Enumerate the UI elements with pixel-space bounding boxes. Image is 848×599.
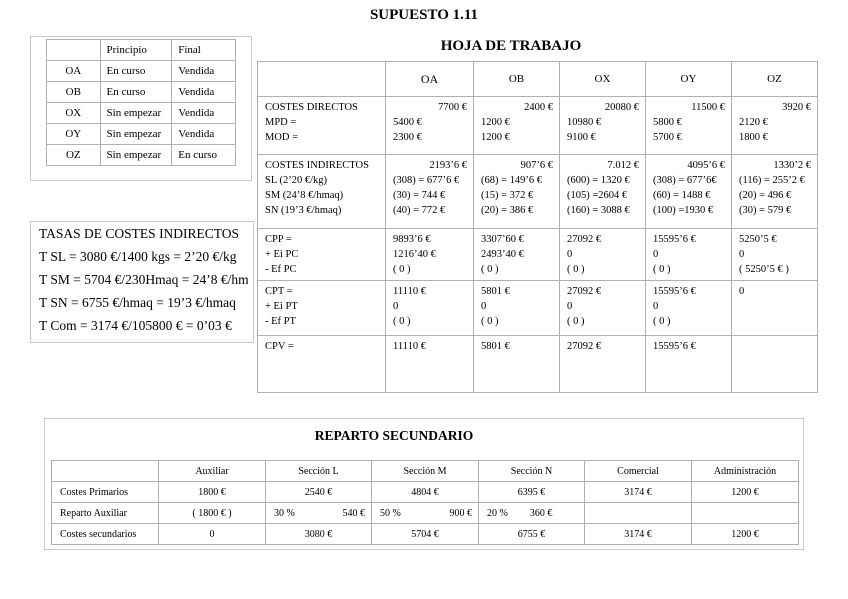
cpv-cell bbox=[732, 336, 818, 393]
reparto-cell: 3174 € bbox=[585, 482, 692, 503]
worksheet-header-row bbox=[258, 62, 818, 97]
cell-value: 0 bbox=[653, 249, 659, 260]
order-code: OZ bbox=[47, 145, 101, 166]
cell-value: 0 bbox=[481, 301, 487, 312]
reparto-cell: 5704 € bbox=[372, 524, 479, 545]
cpt-cell bbox=[386, 281, 474, 336]
cell-value: (20) = 496 € bbox=[739, 190, 792, 201]
cell-value: (116) = 255’2 € bbox=[739, 175, 805, 186]
cell-total: 7.012 € bbox=[607, 160, 639, 171]
primary-costs-row bbox=[52, 482, 799, 503]
reparto-split-cell bbox=[372, 503, 479, 524]
cell-value: 1800 € bbox=[739, 132, 768, 143]
reparto-split-cell bbox=[479, 503, 585, 524]
indirect-costs-cell bbox=[560, 155, 646, 229]
row-label: Costes Primarios bbox=[52, 482, 159, 503]
direct-costs-cell bbox=[474, 97, 560, 155]
row-label: MPD = bbox=[265, 117, 297, 128]
cell-value: 3307’60 € bbox=[481, 234, 524, 245]
row-label: SL (2’20 €/kg) bbox=[265, 175, 328, 186]
order-code: OB bbox=[47, 82, 101, 103]
status-header-cell bbox=[47, 40, 101, 61]
cpt-cell bbox=[474, 281, 560, 336]
indirect-costs-labels bbox=[258, 155, 386, 229]
cell-value: 0 bbox=[567, 249, 573, 260]
indirect-costs-row bbox=[258, 155, 818, 229]
allocation-percent: 20 % bbox=[487, 507, 508, 519]
cell-value: (68) = 149’6 € bbox=[481, 175, 543, 186]
status-row bbox=[47, 145, 236, 166]
status-row bbox=[47, 103, 236, 124]
order-start-status: En curso bbox=[100, 82, 172, 103]
cpt-cell bbox=[560, 281, 646, 336]
reparto-cell: ( 1800 € ) bbox=[159, 503, 266, 524]
cell-value: (100) =1930 € bbox=[653, 205, 714, 216]
cpv-cell: 5801 € bbox=[474, 336, 560, 393]
status-header-cell: Principio bbox=[100, 40, 172, 61]
cell-value: 2300 € bbox=[393, 132, 422, 143]
row-label: - Ef PT bbox=[265, 316, 296, 327]
direct-costs-cell bbox=[386, 97, 474, 155]
cell-value: 2493’40 € bbox=[481, 249, 524, 260]
row-label: + Ei PC bbox=[265, 249, 299, 260]
cpt-row bbox=[258, 281, 818, 336]
secondary-costs-row bbox=[52, 524, 799, 545]
cell-value: 5800 € bbox=[653, 117, 682, 128]
reparto-header-cell: Sección L bbox=[266, 461, 372, 482]
cell-value: 1200 € bbox=[481, 132, 510, 143]
row-label: - Ef PC bbox=[265, 264, 297, 275]
cell-value: 0 bbox=[567, 301, 573, 312]
page-title: SUPUESTO 1.11 bbox=[369, 7, 479, 23]
order-code: OA bbox=[47, 61, 101, 82]
cell-value: (30) = 744 € bbox=[393, 190, 446, 201]
reparto-header-cell bbox=[52, 461, 159, 482]
cell-total: 11500 € bbox=[691, 102, 725, 113]
rate-line: T SN = 6755 €/hmaq = 19’3 €/hmaq bbox=[39, 295, 236, 310]
cpv-row bbox=[258, 336, 818, 393]
cell-value: ( 0 ) bbox=[653, 316, 671, 327]
cell-value: ( 0 ) bbox=[393, 316, 411, 327]
reparto-header-row bbox=[52, 461, 799, 482]
cpp-cell bbox=[560, 229, 646, 281]
worksheet-col-header: OZ bbox=[732, 62, 818, 97]
allocation-amount: 540 € bbox=[342, 507, 365, 519]
cpv-cell: 15595’6 € bbox=[646, 336, 732, 393]
reparto-cell: 0 bbox=[159, 524, 266, 545]
row-label: CPT = bbox=[265, 286, 293, 297]
cell-value: ( 0 ) bbox=[567, 264, 585, 275]
order-end-status: En curso bbox=[172, 145, 236, 166]
reparto-cell bbox=[585, 503, 692, 524]
row-label: MOD = bbox=[265, 132, 299, 143]
cell-value: 9893’6 € bbox=[393, 234, 431, 245]
auxiliary-allocation-row bbox=[52, 503, 799, 524]
indirect-costs-cell bbox=[732, 155, 818, 229]
cell-value: 2120 € bbox=[739, 117, 768, 128]
reparto-cell: 1200 € bbox=[692, 482, 799, 503]
order-start-status: Sin empezar bbox=[100, 103, 172, 124]
status-row bbox=[47, 61, 236, 82]
cell-value: 0 bbox=[653, 301, 659, 312]
cell-value: 5801 € bbox=[481, 286, 510, 297]
cpp-cell bbox=[732, 229, 818, 281]
cell-value: (600) = 1320 € bbox=[567, 175, 630, 186]
cpp-row bbox=[258, 229, 818, 281]
rate-line: T SL = 3080 €/1400 kgs = 2’20 €/kg bbox=[39, 249, 237, 264]
cell-total: 907’6 € bbox=[520, 160, 553, 171]
cell-value: 27092 € bbox=[567, 234, 602, 245]
cpp-cell bbox=[646, 229, 732, 281]
status-row bbox=[47, 124, 236, 145]
indirect-costs-cell bbox=[646, 155, 732, 229]
cell-value: (308) = 677’6€ bbox=[653, 175, 717, 186]
cell-value: (160) = 3088 € bbox=[567, 205, 630, 216]
status-row bbox=[47, 82, 236, 103]
row-label: CPP = bbox=[265, 234, 292, 245]
reparto-cell: 1800 € bbox=[159, 482, 266, 503]
cell-total: 3920 € bbox=[782, 102, 811, 113]
cell-total: 4095’6 € bbox=[687, 160, 725, 171]
direct-costs-labels bbox=[258, 97, 386, 155]
reparto-table bbox=[51, 460, 799, 545]
cell-value: (308) = 677’6 € bbox=[393, 175, 460, 186]
row-label: SM (24’8 €/hmaq) bbox=[265, 190, 344, 201]
direct-costs-cell bbox=[560, 97, 646, 155]
cell-value: 1200 € bbox=[481, 117, 510, 128]
allocation-percent: 50 % bbox=[380, 507, 401, 519]
cell-value: 0 bbox=[393, 301, 399, 312]
cpp-cell bbox=[386, 229, 474, 281]
worksheet-col-header: OX bbox=[560, 62, 646, 97]
reparto-title: REPARTO SECUNDARIO bbox=[314, 428, 474, 443]
reparto-header-cell: Comercial bbox=[585, 461, 692, 482]
direct-costs-row bbox=[258, 97, 818, 155]
cell-total: 1330’2 € bbox=[773, 160, 811, 171]
worksheet-table bbox=[257, 61, 818, 393]
worksheet-corner-cell bbox=[258, 62, 386, 97]
cell-total: 7700 € bbox=[438, 102, 467, 113]
row-label: SN (19’3 €/hmaq) bbox=[265, 205, 342, 216]
cpp-cell bbox=[474, 229, 560, 281]
allocation-amount: 360 € bbox=[529, 507, 553, 519]
cell-value: ( 5250’5 € ) bbox=[739, 264, 789, 275]
order-start-status: En curso bbox=[100, 61, 172, 82]
row-label: COSTES DIRECTOS bbox=[265, 102, 358, 113]
indirect-costs-cell bbox=[474, 155, 560, 229]
status-table bbox=[46, 39, 236, 166]
order-start-status: Sin empezar bbox=[100, 145, 172, 166]
cpv-label: CPV = bbox=[258, 336, 386, 393]
cpt-labels bbox=[258, 281, 386, 336]
reparto-header-cell: Sección M bbox=[372, 461, 479, 482]
cell-value: 9100 € bbox=[567, 132, 596, 143]
cpp-labels bbox=[258, 229, 386, 281]
status-header-cell: Final bbox=[172, 40, 236, 61]
reparto-cell: 3174 € bbox=[585, 524, 692, 545]
cell-value: ( 0 ) bbox=[567, 316, 585, 327]
cell-total: 20080 € bbox=[604, 102, 639, 113]
cell-value: (60) = 1488 € bbox=[653, 190, 711, 201]
indirect-rates-box bbox=[30, 221, 254, 343]
row-label: Reparto Auxiliar bbox=[52, 503, 159, 524]
reparto-cell: 6395 € bbox=[479, 482, 585, 503]
cell-value: 1216’40 € bbox=[393, 249, 436, 260]
row-label: + Ei PT bbox=[265, 301, 298, 312]
reparto-header-cell: Administración bbox=[692, 461, 799, 482]
cell-value: ( 0 ) bbox=[393, 264, 411, 275]
cpt-cell bbox=[646, 281, 732, 336]
reparto-split-cell bbox=[266, 503, 372, 524]
reparto-cell: 6755 € bbox=[479, 524, 585, 545]
order-end-status: Vendida bbox=[172, 61, 236, 82]
cell-value: (105) =2604 € bbox=[567, 190, 628, 201]
cell-value: 5700 € bbox=[653, 132, 682, 143]
order-start-status: Sin empezar bbox=[100, 124, 172, 145]
cell-value: (20) = 386 € bbox=[481, 205, 534, 216]
reparto-cell bbox=[692, 503, 799, 524]
reparto-cell: 3080 € bbox=[266, 524, 372, 545]
cpv-cell: 27092 € bbox=[560, 336, 646, 393]
row-label: COSTES INDIRECTOS bbox=[265, 160, 369, 171]
cell-value: 11110 € bbox=[393, 286, 426, 297]
order-code: OY bbox=[47, 124, 101, 145]
cell-value: 0 bbox=[739, 286, 745, 297]
cell-value: 15595’6 € bbox=[653, 234, 696, 245]
cell-value: ( 0 ) bbox=[653, 264, 671, 275]
reparto-cell: 1200 € bbox=[692, 524, 799, 545]
worksheet-col-header: OA bbox=[386, 62, 474, 97]
rate-line: T SM = 5704 €/230Hmaq = 24’8 €/hm bbox=[39, 272, 249, 287]
reparto-cell: 2540 € bbox=[266, 482, 372, 503]
reparto-cell: 4804 € bbox=[372, 482, 479, 503]
allocation-amount: 900 € bbox=[449, 507, 472, 519]
cell-value: (40) = 772 € bbox=[393, 205, 446, 216]
direct-costs-cell bbox=[732, 97, 818, 155]
rate-line: T Com = 3174 €/105800 € = 0’03 € bbox=[39, 318, 232, 333]
order-end-status: Vendida bbox=[172, 103, 236, 124]
cpv-cell: 11110 € bbox=[386, 336, 474, 393]
row-label: Costes secundarios bbox=[52, 524, 159, 545]
cell-value: 0 bbox=[739, 249, 745, 260]
order-end-status: Vendida bbox=[172, 124, 236, 145]
status-header-row bbox=[47, 40, 236, 61]
cell-value: 15595’6 € bbox=[653, 286, 696, 297]
rates-title: TASAS DE COSTES INDIRECTOS bbox=[39, 226, 240, 241]
cell-value: (15) = 372 € bbox=[481, 190, 534, 201]
worksheet-col-header: OY bbox=[646, 62, 732, 97]
cpt-cell bbox=[732, 281, 818, 336]
indirect-costs-cell bbox=[386, 155, 474, 229]
direct-costs-cell bbox=[646, 97, 732, 155]
cell-value: ( 0 ) bbox=[481, 264, 499, 275]
worksheet-title: HOJA DE TRABAJO bbox=[440, 38, 582, 54]
cell-value: (30) = 579 € bbox=[739, 205, 792, 216]
cell-total: 2400 € bbox=[524, 102, 553, 113]
reparto-header-cell: Sección N bbox=[479, 461, 585, 482]
order-end-status: Vendida bbox=[172, 82, 236, 103]
allocation-percent: 30 % bbox=[274, 507, 295, 519]
cell-value: 27092 € bbox=[567, 286, 602, 297]
cell-value: 5250’5 € bbox=[739, 234, 777, 245]
reparto-header-cell: Auxiliar bbox=[159, 461, 266, 482]
cell-value: 10980 € bbox=[567, 117, 602, 128]
worksheet-col-header: OB bbox=[474, 62, 560, 97]
order-code: OX bbox=[47, 103, 101, 124]
cell-value: ( 0 ) bbox=[481, 316, 499, 327]
cell-value: 5400 € bbox=[393, 117, 422, 128]
cell-total: 2193’6 € bbox=[429, 160, 467, 171]
